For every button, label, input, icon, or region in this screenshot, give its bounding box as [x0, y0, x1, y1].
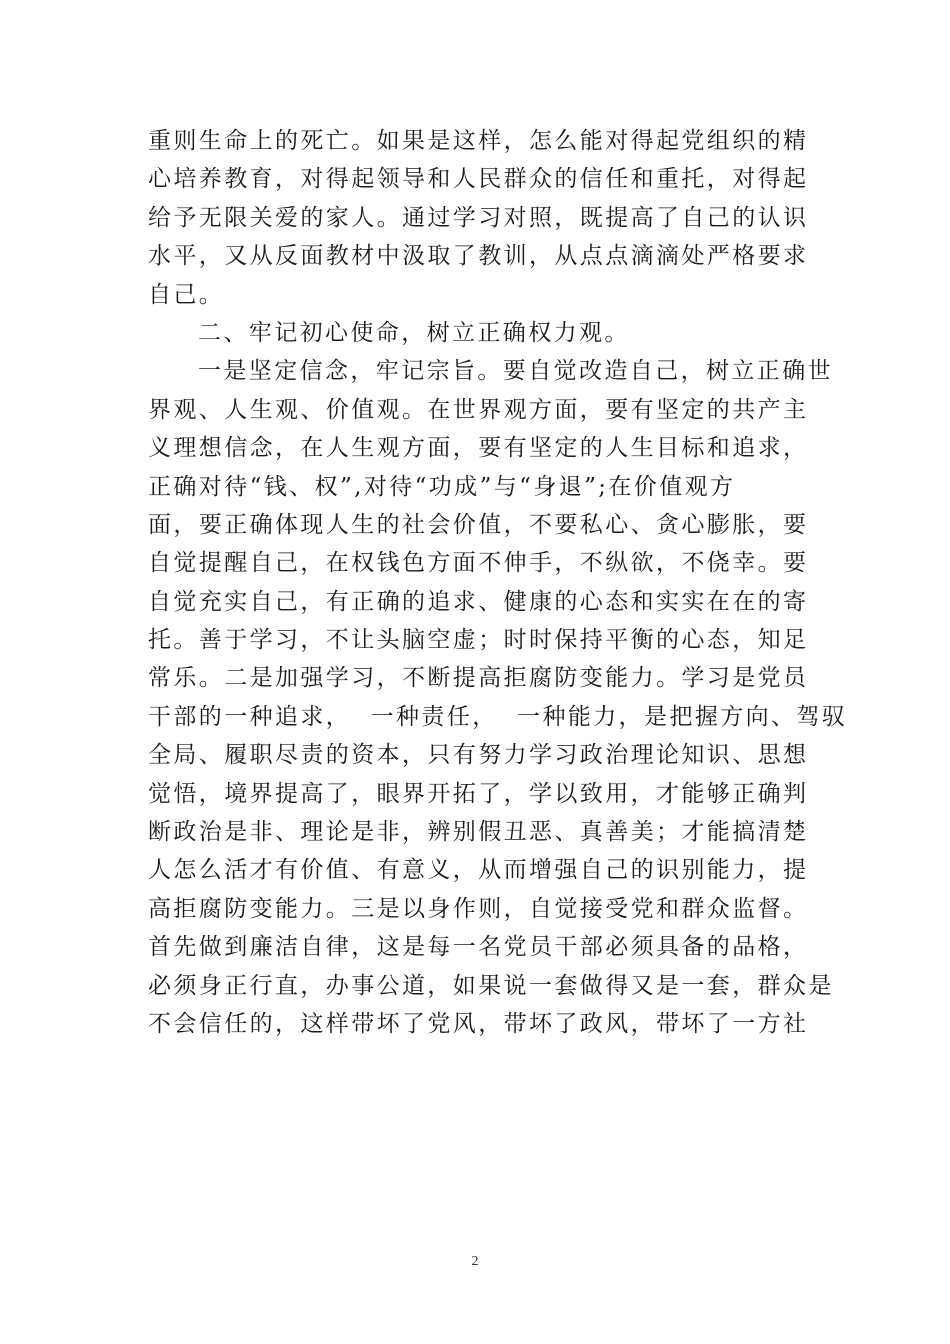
- text-line-17: 全局、履职尽责的资本，只有努力学习政治理论知识、思想: [148, 742, 809, 769]
- text-line-1: 重则生命上的死亡。如果是这样，怎么能对得起党组织的精: [148, 128, 809, 154]
- text-line-5: 自己。: [148, 281, 225, 308]
- body-text: [148, 122, 848, 1043]
- text-line-15: 常乐。二是加强学习，不断提高拒腐防变能力。学习是党员: [148, 665, 809, 692]
- text-line-20: 人怎么活才有价值、有意义，从而增强自己的识别能力，提: [148, 857, 809, 884]
- text-line-23: 必须身正行直，办事公道，如果说一套做得又是一套，群众是: [148, 972, 834, 999]
- text-line-21: 高拒腐防变能力。三是以身作则，自觉接受党和群众监督。: [148, 895, 809, 922]
- text-line-7: 一是坚定信念，牢记宗旨。要自觉改造自己，树立正确世: [198, 358, 833, 385]
- page-number: 2: [471, 1254, 479, 1269]
- section-heading: 二、牢记初心使命，树立正确权力观。: [198, 319, 630, 346]
- text-line-3: 给予无限关爱的家人。通过学习对照，既提高了自己的认识: [148, 204, 809, 231]
- text-line-14: 托。善于学习，不让头脑空虚；时时保持平衡的心态，知足: [148, 627, 809, 654]
- text-line-24: 不会信任的，这样带坏了党风，带坏了政风，带坏了一方社: [148, 1010, 809, 1037]
- text-line-12: 自觉提醒自己，在权钱色方面不伸手，不纵欲，不侥幸。要: [148, 550, 809, 577]
- text-line-2: 心培养教育，对得起领导和人民群众的信任和重托，对得起: [148, 166, 809, 193]
- text-line-9: 义理想信念，在人生观方面，要有坚定的人生目标和追求，: [148, 435, 809, 462]
- text-line-19: 断政治是非、理论是非，辨别假丑恶、真善美；才能搞清楚: [148, 819, 809, 846]
- text-line-8: 界观、人生观、价值观。在世界观方面，要有坚定的共产主: [148, 396, 809, 423]
- text-line-10: 正确对待“钱、权”,对待“功成”与“身退”;在价值观方: [148, 473, 736, 500]
- text-line-11: 面，要正确体现人生的社会价值，不要私心、贪心膨胀，要: [148, 511, 809, 538]
- text-line-22: 首先做到廉洁自律，这是每一名党员干部必须具备的品格，: [148, 934, 809, 961]
- text-line-16: 干部的一种追求， 一种责任， 一种能力，是把握方向、驾驭: [148, 703, 848, 730]
- text-line-4: 水平，又从反面教材中汲取了教训，从点点滴滴处严格要求: [148, 243, 809, 270]
- text-line-18: 觉悟，境界提高了，眼界开拓了，学以致用，才能够正确判: [148, 780, 809, 807]
- text-line-13: 自觉充实自己，有正确的追求、健康的心态和实实在在的寄: [148, 588, 809, 615]
